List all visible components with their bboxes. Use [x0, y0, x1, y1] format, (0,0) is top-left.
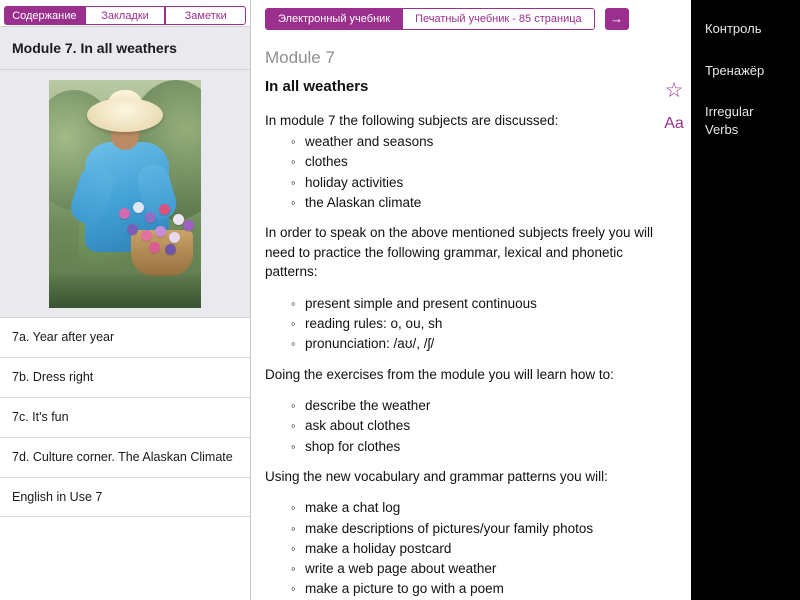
left-tab-bar [0, 0, 250, 26]
list-item: ◦ shop for clothes [291, 437, 665, 457]
list-item[interactable]: English in Use 7 [0, 478, 250, 518]
list-item: ◦ reading rules: o, ou, sh [291, 314, 665, 334]
left-panel [0, 0, 251, 600]
tab-notes[interactable]: Заметки [165, 6, 246, 25]
list-item: ◦ make a holiday postcard [291, 539, 665, 559]
subjects-list [265, 132, 665, 213]
sidebar-item-trainer[interactable]: Тренажёр [705, 62, 765, 78]
list-item: ◦ make descriptions of pictures/your family photos [291, 519, 665, 539]
center-panel [251, 0, 691, 600]
intro-paragraph: In module 7 the following subjects are discussed: [265, 112, 559, 128]
list-item: ◦ make a picture to go with a poem [291, 579, 665, 599]
list-item: ◦ ask about clothes [291, 416, 665, 436]
sidebar-item-control[interactable]: Контроль [705, 21, 762, 36]
grammar-intro-paragraph: In order to speak on the above mentioned subjects freely you will need to practice the following grammar, lexical and phonetic patterns: [265, 225, 653, 280]
list-item: ◦ weather and seasons [291, 132, 665, 152]
list-item: ◦ make a chat log [291, 498, 665, 518]
list-item: ◦ write a web page about weather [291, 559, 665, 579]
patterns-list [265, 294, 665, 355]
tab-bookmarks[interactable]: Закладки [85, 6, 166, 25]
flowers-decoration [115, 200, 201, 256]
next-page-arrow-icon[interactable]: → [605, 8, 629, 30]
module-cover-container [0, 70, 250, 318]
doc-module-label: Module 7 [265, 47, 335, 67]
list-item[interactable]: 7b. Dress right [0, 358, 250, 398]
list-item: ◦ pronunciation: /aʊ/, /ʃ/ [291, 334, 665, 354]
favorite-star-icon[interactable]: ☆ [664, 78, 684, 102]
sidebar-item-irregular-verbs[interactable]: Irregular Verbs [705, 104, 754, 137]
vocab-intro-paragraph: Using the new vocabulary and grammar patterns you will: [265, 468, 608, 484]
list-item: ◦ describe the weather [291, 396, 665, 416]
font-size-icon[interactable]: Aa [664, 114, 684, 132]
module-cover-image [49, 80, 201, 308]
page-title: In all weathers [265, 77, 369, 95]
list-item: ◦ present simple and present continuous [291, 294, 665, 314]
vocab-list [265, 498, 665, 599]
tab-contents[interactable]: Содержание [4, 6, 85, 25]
table-of-contents [0, 318, 250, 600]
right-panel [691, 0, 800, 600]
list-item: ◦ the Alaskan climate [291, 193, 665, 213]
list-item[interactable]: 7c. It's fun [0, 398, 250, 438]
center-toolbar [251, 0, 691, 36]
learn-intro-paragraph: Doing the exercises from the module you will learn how to: [265, 366, 614, 382]
list-item[interactable]: 7a. Year after year [0, 318, 250, 358]
list-item: ◦ holiday activities [291, 173, 665, 193]
lesson-content [251, 36, 691, 600]
list-item: ◦ clothes [291, 152, 665, 172]
book-mode-segmented-control [265, 8, 595, 30]
module-header: Module 7. In all weathers [0, 26, 250, 70]
electronic-textbook-button[interactable]: Электронный учебник [266, 9, 402, 29]
list-item[interactable]: 7d. Culture corner. The Alaskan Climate [0, 438, 250, 478]
content-tools [657, 80, 691, 133]
learn-list [265, 396, 665, 457]
printed-textbook-button[interactable]: Печатный учебник - 85 страница [402, 9, 594, 29]
